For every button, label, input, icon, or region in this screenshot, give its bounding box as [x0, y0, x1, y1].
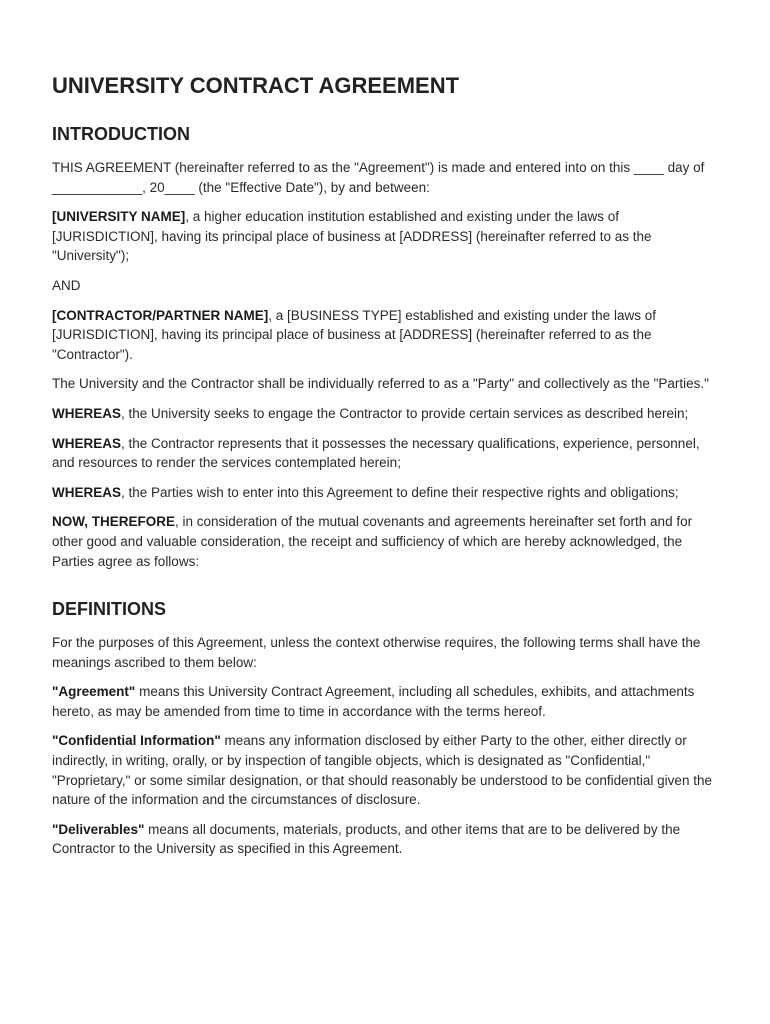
whereas-label-1: WHEREAS — [52, 405, 122, 421]
definition-deliverables — [52, 820, 718, 859]
definition-term-confidential-information: "Confidential Information" — [52, 733, 221, 749]
definition-agreement — [52, 682, 718, 721]
now-therefore-text: , in consideration of the mutual covenants and agreements hereinafter set forth and for other good and valuable consideration, the receipt and sufficiency of which are hereby acknowledged, the Parties agree as follows: — [52, 514, 693, 569]
whereas-label-3: WHEREAS — [52, 484, 122, 500]
agreement-opening-paragraph: THIS AGREEMENT (hereinafter referred to as the "Agreement") is made and entered into on this ____ day of ____________, 20____ (the "Effective Date"), by and between: — [52, 160, 705, 195]
whereas-label-2: WHEREAS — [52, 435, 122, 451]
university-party-text: , a higher education institution established and existing under the laws of [JURISDICTION], having its principal place of business at [ADDRESS] (hereinafter referred to as the "University"); — [52, 209, 652, 264]
university-party-paragraph — [52, 207, 718, 266]
contractor-name-placeholder: [CONTRACTOR/PARTNER NAME] — [52, 307, 269, 323]
whereas-paragraph-1 — [52, 404, 718, 424]
whereas-text-3: , the Parties wish to enter into this Agreement to define their respective rights and obligations; — [121, 484, 679, 500]
now-therefore-paragraph — [52, 512, 718, 571]
definition-term-agreement: "Agreement" — [52, 684, 136, 700]
whereas-paragraph-2 — [52, 434, 718, 473]
definitions-intro-paragraph: For the purposes of this Agreement, unless the context otherwise requires, the following terms shall have the meanings ascribed to them below: — [52, 635, 701, 670]
now-therefore-label: NOW, THEREFORE — [52, 514, 176, 530]
introduction-heading: INTRODUCTION — [52, 124, 190, 144]
definition-confidential-information — [52, 731, 718, 809]
definition-text-confidential-information: means any information disclosed by either Party to the other, either directly or indirectly, in writing, orally, or by inspection of tangible objects, which is designated as "Confidential," "Proprietary," or some similar designation, or that should reasonably be understood to be confidential given the nature of the information and the circumstances of disclosure. — [52, 733, 712, 808]
contractor-party-text: , a [BUSINESS TYPE] established and existing under the laws of [JURISDICTION], having its principal place of business at [ADDRESS] (hereinafter referred to as the "Contractor"). — [52, 307, 656, 362]
parties-paragraph: The University and the Contractor shall be individually referred to as a "Party" and collectively as the "Parties." — [52, 376, 709, 392]
definition-term-deliverables: "Deliverables" — [52, 821, 145, 837]
definitions-heading: DEFINITIONS — [52, 599, 167, 620]
university-name-placeholder: [UNIVERSITY NAME] — [52, 209, 186, 225]
definition-text-deliverables: means all documents, materials, products, and other items that are to be delivered by the Contractor to the University as specified in this Agreement. — [52, 821, 681, 857]
definition-text-agreement: means this University Contract Agreement, including all schedules, exhibits, and attachments hereto, as may be amended from time to time in accordance with the terms hereof. — [52, 684, 695, 719]
document-title: UNIVERSITY CONTRACT AGREEMENT — [52, 73, 460, 98]
whereas-paragraph-3 — [52, 483, 718, 503]
whereas-text-1: , the University seeks to engage the Contractor to provide certain services as described herein; — [121, 405, 689, 421]
whereas-text-2: , the Contractor represents that it possesses the necessary qualifications, experience, personnel, and resources to render the services contemplated herein; — [52, 435, 700, 471]
contractor-party-paragraph — [52, 306, 718, 365]
and-paragraph: AND — [52, 277, 81, 293]
